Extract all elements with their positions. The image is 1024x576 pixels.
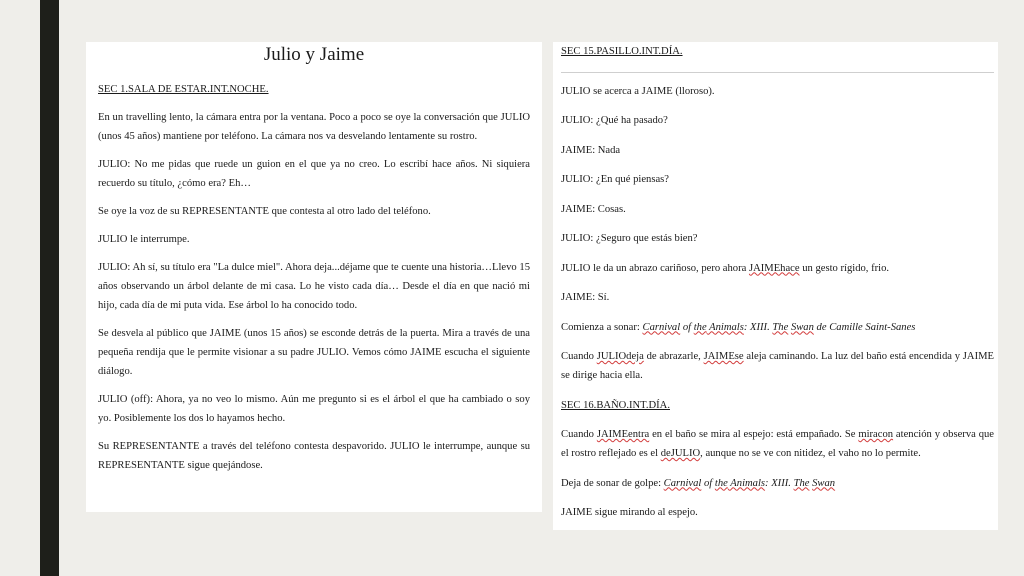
slide-accent-bar (40, 0, 59, 576)
script-paragraph (561, 474, 994, 493)
script-paragraph: JAIME sigue mirando al espejo. (561, 507, 698, 518)
script-paragraph: JAIME: Cosas. (561, 203, 626, 215)
scene-heading: SEC 15.PASILLO.INT.DÍA. (561, 46, 683, 57)
script-page-right (553, 42, 998, 530)
spellcheck-word: JAIMEse (703, 351, 744, 362)
spellcheck-word: Animals (727, 477, 766, 489)
script-paragraph (561, 425, 994, 463)
text-run: of (701, 477, 715, 489)
script-paragraph: JULIO: No me pidas que ruede un guion en el que ya no creo. Lo escribí hace años. Ni siquiera recuerdo su título, ¿cómo era? Eh… (98, 159, 530, 189)
spellcheck-word: JAIMEhace (748, 262, 800, 274)
text-run: Cuando (561, 351, 597, 362)
script-paragraph: JULIO: ¿En qué piensas? (561, 174, 669, 185)
text-run: aleja caminando. La luz del baño está encendida y JAIME se dirige hacia ella. (561, 351, 995, 381)
script-paragraph: JULIO: Ah sí, su título era "La dulce miel". Ahora deja...déjame que te cuente una historia…Llevo 15 años observando un árbol delante de mi casa. Lo he visto cada día… Desde el día en que nació mi hijo, cada día de mi puta vida. Ese árbol lo ha conocido todo. (98, 262, 530, 311)
scene-heading: SEC 1.SALA DE ESTAR.INT.NOCHE. (98, 84, 269, 95)
text-run: Cuando (561, 429, 597, 440)
script-paragraph: JULIO se acerca a JAIME (lloroso). (561, 85, 715, 97)
script-paragraph (561, 259, 994, 278)
script-paragraph: JAIME: Sí. (561, 292, 610, 303)
script-paragraph: JULIO: ¿Qué ha pasado? (561, 115, 668, 126)
script-paragraph: JULIO le interrumpe. (98, 234, 190, 245)
text-run: Comienza a sonar: (561, 321, 643, 333)
scene-heading: SEC 16.BAÑO.INT.DÍA. (561, 399, 670, 411)
spellcheck-word: Swan (790, 321, 814, 333)
script-paragraph: Se desvela al público que JAIME (unos 15 años) se esconde detrás de la puerta. Mira a través de una pequeña rendija que le permite visionar a su padre JULIO. Vemos cómo JAIME escucha el siguiente diálogo. (98, 328, 530, 377)
spellcheck-word: deJULIO (660, 448, 701, 459)
script-paragraph: En un travelling lento, la cámara entra por la ventana. Poco a poco se oye la conversación que JULIO (unos 45 años) mantiene por teléfono. La cámara nos va desvelando lentamente su rostro. (98, 112, 530, 142)
script-paragraph: Se oye la voz de su REPRESENTANTE que contesta al otro lado del teléfono. (98, 206, 431, 217)
text-run: un gesto rígido, frio. (799, 262, 890, 274)
divider (561, 72, 994, 73)
script-paragraph (561, 318, 994, 337)
script-paragraph: JULIO: ¿Seguro que estás bien? (561, 233, 698, 244)
spellcheck-word: Carnival (663, 477, 702, 489)
spellcheck-word: Carnival (642, 321, 681, 333)
text-run: atención y observa que el rostro reflejado es el (561, 429, 995, 459)
script-title: Julio y Jaime (263, 44, 365, 65)
text-run: en el baño se mira al espejo: está empañado. Se (649, 429, 859, 440)
text-run: Deja de sonar de golpe: (561, 477, 664, 489)
text-run: : XIII. (743, 321, 773, 333)
spellcheck-word: JULIOdeja (596, 351, 644, 362)
script-page-left (86, 42, 542, 512)
spellcheck-word: Animals (706, 321, 744, 333)
spellcheck-word: the (714, 477, 728, 489)
spellcheck-word: miracon (858, 429, 894, 440)
script-paragraph: Su REPRESENTANTE a través del teléfono contesta despavorido. JULIO le interrumpe, aunque su REPRESENTANTE sigue quejándose. (98, 441, 530, 471)
script-paragraph: JULIO (off): Ahora, ya no veo lo mismo. Aún me pregunto si es el árbol el que ha cambiado o soy yo. Posiblemente los dos lo hayamos hecho. (98, 394, 530, 424)
spellcheck-word: The (793, 477, 810, 489)
text-run: : XIII. (765, 477, 794, 489)
text-run: de Camille Saint-Sanes (813, 321, 916, 333)
script-paragraph (561, 347, 994, 385)
spellcheck-word: the (693, 321, 707, 333)
spellcheck-word: Swan (812, 477, 836, 489)
script-paragraph: JAIME: Nada (561, 144, 621, 156)
text-run: de abrazarle, (643, 351, 704, 362)
text-run: of (680, 321, 694, 333)
spellcheck-word: The (772, 321, 789, 333)
text-run: , aunque no se ve con nitidez, el vaho no lo permite. (700, 448, 921, 459)
spellcheck-word: JAIMEentra (596, 429, 650, 440)
text-run: JULIO le da un abrazo cariñoso, pero ahora (561, 262, 749, 274)
